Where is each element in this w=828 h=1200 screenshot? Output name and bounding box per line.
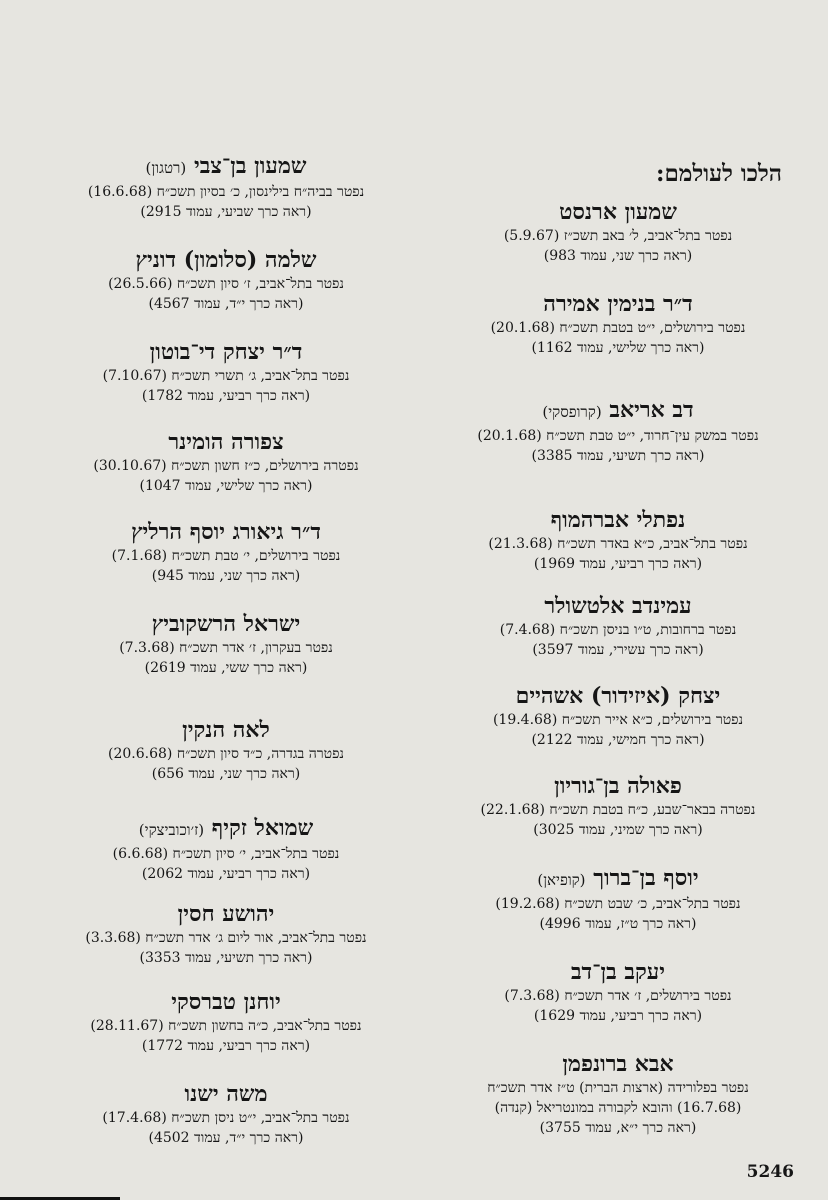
obituary-entry — [448, 772, 788, 840]
person-name — [40, 338, 412, 366]
volume-reference: (ראה כרך רביעי, עמוד 1969) — [533, 556, 703, 572]
volume-reference: (ראה כרך עשירי, עמוד 3597) — [532, 642, 704, 658]
volume-reference: (ראה כרך תשיעי, עמוד 3385) — [531, 448, 705, 464]
person-name-text: משה ישנו — [184, 1081, 268, 1107]
death-details: נפטר בירושלים, כ״א אייר תשכ״ח (19.4.68) — [492, 712, 744, 728]
volume-reference: (ראה כרך י״ד, עמוד 4502) — [148, 1130, 304, 1146]
person-name — [40, 716, 412, 744]
death-details: נפטר בפלורידה (ארצות הברית) ט״ז אדר תשכ״ח — [487, 1080, 749, 1096]
person-name-text: שלמה (סלומון) דוניץ — [135, 247, 317, 273]
obituary-entry — [40, 1080, 412, 1148]
death-details: נפטר בעקרון, ז׳ אדר תשכ״ח (7.3.68) — [119, 640, 333, 656]
death-details: נפטר בתל־אביב, ז׳ סיון תשכ״ח (26.5.66) — [108, 276, 344, 292]
death-details: נפטר בתל־אביב, אור ליום ג׳ אדר תשכ״ח (3.3.68) — [85, 930, 367, 946]
death-details: נפטר בביה״ח בילינסון, כ׳ בסיון תשכ״ח (16.6.68) — [87, 184, 365, 200]
volume-reference: (ראה כרך י״ד, עמוד 4567) — [148, 296, 304, 312]
obituary-entry — [448, 592, 788, 660]
death-details: נפטר בירושלים, י״ט בטבת תשכ״ח (20.1.68) — [490, 320, 746, 336]
person-name — [40, 518, 412, 546]
page-heading: הלכו לעולמם: — [655, 160, 782, 187]
volume-reference: (ראה כרך רביעי, עמוד 2062) — [141, 866, 311, 882]
person-former-name: (קרופסקי) — [542, 403, 602, 421]
person-name-text: שמעון ארנסט — [559, 199, 677, 225]
obituary-entry — [448, 506, 788, 574]
volume-reference: (ראה כרך ט״ז, עמוד 4996) — [539, 916, 697, 932]
person-name-text: צפורה הומינר — [168, 429, 284, 455]
person-name-text: דב אריאב — [609, 397, 694, 423]
obituary-entry — [448, 1050, 788, 1138]
death-details: נפטר בירושלים, ז׳ אדר תשכ״ח (7.3.68) — [504, 988, 732, 1004]
death-details: נפטר בתל־אביב, ג׳ תשרי תשכ״ח (7.10.67) — [102, 368, 350, 384]
obituary-entry — [448, 290, 788, 358]
volume-reference: (ראה כרך שביעי, עמוד 2915) — [140, 204, 312, 220]
death-details: נפטר ברחובות, ט״ו בניסן תשכ״ח (7.4.68) — [499, 622, 737, 638]
person-name-text: עמינדב אלטשולר — [544, 593, 692, 619]
obituary-entry — [448, 396, 788, 466]
volume-reference: (ראה כרך שמיני, עמוד 3025) — [533, 822, 703, 838]
volume-reference: (ראה כרך רביעי, עמוד 1782) — [141, 388, 311, 404]
volume-reference: (ראה כרך שלישי, עמוד 1047) — [139, 478, 313, 494]
volume-reference: (ראה כרך שני, עמוד 983) — [543, 248, 693, 264]
death-details: נפטרה בגדרה, כ״ד סיון תשכ״ח (20.6.68) — [108, 746, 344, 762]
person-former-name: (קופיאן) — [537, 871, 586, 889]
person-name — [448, 198, 788, 226]
person-name-text: יצחק (איזידור) אשהיים — [515, 683, 721, 709]
person-name — [40, 900, 412, 928]
page-number: 5246 — [746, 1162, 794, 1182]
person-name — [448, 682, 788, 710]
person-name — [40, 246, 412, 274]
death-details: נפטרה בבאר־שבע, כ״ח בטבת תשכ״ח (22.1.68) — [480, 802, 756, 818]
obituary-entry — [40, 814, 412, 884]
volume-reference: (ראה כרך חמישי, עמוד 2122) — [531, 732, 705, 748]
volume-reference: (ראה כרך שלישי, עמוד 1162) — [531, 340, 705, 356]
volume-reference: (ראה כרך רביעי, עמוד 1772) — [141, 1038, 311, 1054]
death-details: נפטר בתל־אביב, כ״ה בחשון תשכ״ח (28.11.67) — [90, 1018, 362, 1034]
volume-reference: (ראה כרך תשיעי, עמוד 3353) — [139, 950, 313, 966]
obituary-entry — [40, 900, 412, 968]
obituary-entry — [40, 988, 412, 1056]
obituary-entry — [448, 198, 788, 266]
death-details: נפטר במשק עין־חרוד, י״ט טבת תשכ״ח (20.1.68) — [477, 428, 759, 444]
death-details: נפטר בתל־אביב, כ״א באדר תשכ״ח (21.3.68) — [488, 536, 748, 552]
person-name-text: אבא ברונפמן — [562, 1051, 674, 1077]
death-details: נפטר בירושלים, י׳ טבת תשכ״ח (7.1.68) — [111, 548, 341, 564]
person-name-text: יוסף בן־ברוך — [593, 865, 699, 891]
obituary-entry — [40, 246, 412, 314]
person-name-text: שמואל זקיף — [211, 815, 314, 841]
person-name — [40, 1080, 412, 1108]
person-name — [448, 772, 788, 800]
person-name — [40, 610, 412, 638]
volume-reference: (ראה כרך שני, עמוד 656) — [151, 766, 301, 782]
obituary-entry — [40, 716, 412, 784]
death-details: (16.7.68) והובא לקבורה במונטריאל (קנדה) — [494, 1100, 742, 1116]
person-name-text: ד״ר גיאורג יוסף הרליץ — [131, 519, 321, 545]
person-name-text: יוחנן טברסקי — [171, 989, 281, 1015]
person-name-text: נפתלי אברהמוף — [550, 507, 686, 533]
obituary-entry — [40, 152, 412, 222]
volume-reference: (ראה כרך שני, עמוד 945) — [151, 568, 301, 584]
death-details: נפטר בתל־אביב, י״ט ניסן תשכ״ח (17.4.68) — [102, 1110, 350, 1126]
person-name — [448, 1050, 788, 1078]
death-details: נפטר בתל־אביב, ל׳ באב תשכ״ז (5.9.67) — [503, 228, 733, 244]
obituary-entry — [448, 958, 788, 1026]
person-name — [40, 428, 412, 456]
person-former-name: (רטגון) — [145, 159, 187, 177]
volume-reference: (ראה כרך רביעי, עמוד 1629) — [533, 1008, 703, 1024]
volume-reference: (ראה כרך ששי, עמוד 2619) — [144, 660, 308, 676]
death-details: נפטרה בירושלים, כ״ז חשון תשכ״ח (30.10.67) — [93, 458, 359, 474]
person-name-text: ישראל הרשקוביץ — [151, 611, 301, 637]
obituary-entry — [40, 428, 412, 496]
person-name — [448, 958, 788, 986]
death-details: נפטר בתל־אביב, כ׳ שבט תשכ״ח (19.2.68) — [495, 896, 741, 912]
obituary-entry — [40, 338, 412, 406]
person-name — [448, 864, 788, 894]
person-name-text: יהושע חסין — [177, 901, 275, 927]
obituary-entry — [448, 682, 788, 750]
obituary-entry — [448, 864, 788, 934]
person-name — [40, 988, 412, 1016]
obituary-entry — [40, 610, 412, 678]
person-name — [448, 396, 788, 426]
person-name — [40, 152, 412, 182]
volume-reference: (ראה כרך י״א, עמוד 3755) — [539, 1120, 697, 1136]
person-name-text: ד״ר בנימין אמירה — [543, 291, 693, 317]
person-name-text: לאה הנקין — [182, 717, 270, 743]
obituary-entry — [40, 518, 412, 586]
death-details: נפטר בתל־אביב, י׳ סיון תשכ״ח (6.6.68) — [112, 846, 340, 862]
person-name — [448, 592, 788, 620]
person-name — [40, 814, 412, 844]
person-name-text: שמעון בן־צבי — [193, 153, 307, 179]
person-name — [448, 290, 788, 318]
person-name-text: ד״ר יצחק די־בוטון — [149, 339, 303, 365]
person-name-text: פאולה בן־גוריון — [554, 773, 682, 799]
person-former-name: (ז׳וכוביצקי) — [138, 821, 205, 839]
person-name — [448, 506, 788, 534]
person-name-text: יעקב בן־דב — [570, 959, 666, 985]
